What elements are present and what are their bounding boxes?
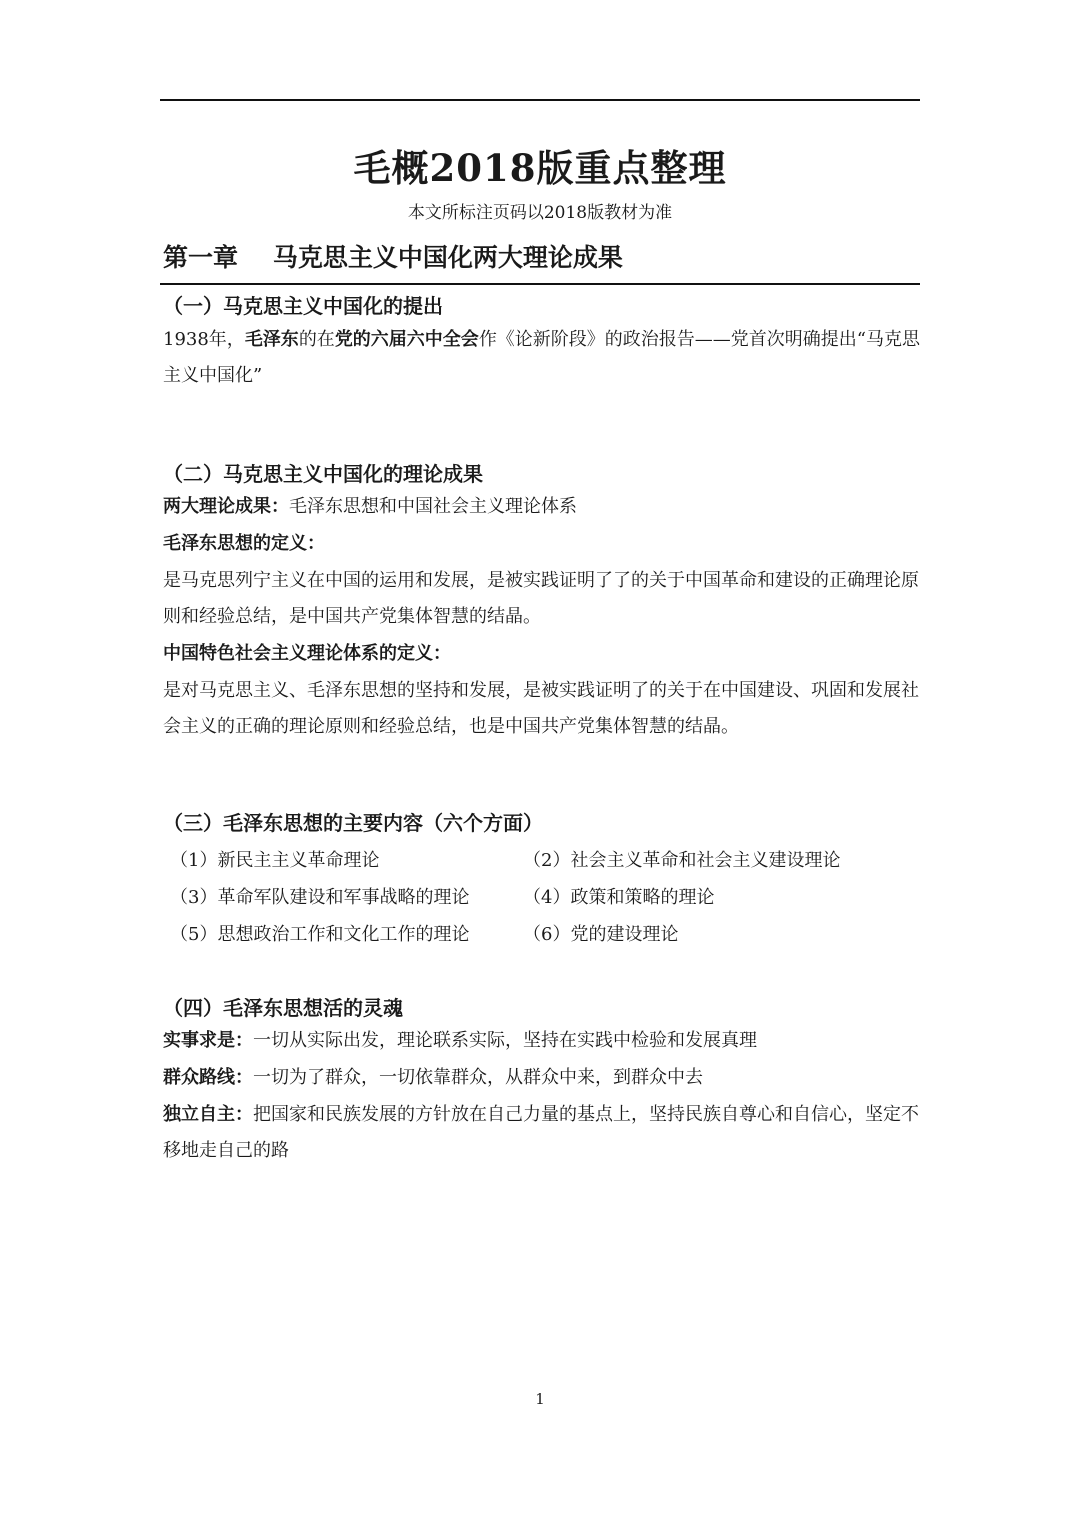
soul-label-1: 实事求是：	[163, 1030, 253, 1051]
meeting-name: 党的六届六中全会	[334, 329, 479, 350]
two-achievements-line	[163, 489, 920, 525]
year-text: 1938年，	[163, 329, 245, 350]
mao-thought-label: 毛泽东思想的定义：	[163, 533, 325, 554]
section-4-heading: （四）毛泽东思想活的灵魂	[163, 996, 403, 1020]
soul-text-3: 把国家和民族发展的方针放在自己力量的基点上，坚持民族自尊心和自信心，坚定不移地走自己的路	[163, 1104, 919, 1161]
content-item-1: （1）新民主主义革命理论	[170, 850, 380, 871]
chapter-rule	[160, 283, 920, 285]
soul-line-2	[163, 1060, 920, 1096]
soul-label-3: 独立自主：	[163, 1104, 253, 1125]
soul-label-2: 群众路线：	[163, 1067, 253, 1088]
connector-text: 的在	[298, 329, 335, 350]
document-subtitle: 本文所标注页码以2018版教材为准	[407, 203, 673, 223]
two-achievements-label: 两大理论成果：	[163, 496, 289, 517]
content-item-5: （5）思想政治工作和文化工作的理论	[170, 924, 470, 945]
content-item-3: （3）革命军队建设和军事战略的理论	[170, 887, 470, 908]
top-rule	[160, 99, 920, 101]
content-item-4: （4）政策和策略的理论	[523, 887, 715, 908]
content-item-6: （6）党的建设理论	[523, 924, 679, 945]
report-text: 作《论新阶段》的政治报告——党首次明确提出“马克思主义中国化”	[163, 329, 921, 386]
soul-text-2: 一切为了群众，一切依靠群众，从群众中来，到群众中去	[253, 1067, 703, 1088]
cs-theory-label: 中国特色社会主义理论体系的定义：	[163, 643, 451, 664]
document-title: 毛概2018版重点整理	[353, 146, 727, 190]
person-name: 毛泽东	[244, 329, 299, 350]
section-1-paragraph	[163, 322, 920, 394]
section-1-heading: （一）马克思主义中国化的提出	[163, 294, 443, 318]
soul-line-1	[163, 1023, 920, 1059]
soul-text-1: 一切从实际出发，理论联系实际，坚持在实践中检验和发展真理	[253, 1030, 757, 1051]
soul-line-3	[163, 1097, 920, 1169]
chapter-heading: 第一章 马克思主义中国化两大理论成果	[163, 243, 623, 272]
section-2-heading: （二）马克思主义中国化的理论成果	[163, 462, 483, 486]
mao-thought-definition: 是马克思列宁主义在中国的运用和发展，是被实践证明了了的关于中国革命和建设的正确理论原则和经验总结，是中国共产党集体智慧的结晶。	[163, 570, 919, 627]
content-item-2: （2）社会主义革命和社会主义建设理论	[523, 850, 841, 871]
cs-theory-definition: 是对马克思主义、毛泽东思想的坚持和发展，是被实践证明了的关于在中国建设、巩固和发展社会主义的正确的理论原则和经验总结，也是中国共产党集体智慧的结晶。	[163, 680, 919, 737]
section-3-heading: （三）毛泽东思想的主要内容（六个方面）	[163, 811, 543, 835]
page-number: 1	[535, 1390, 545, 1408]
two-achievements-text: 毛泽东思想和中国社会主义理论体系	[289, 496, 577, 517]
